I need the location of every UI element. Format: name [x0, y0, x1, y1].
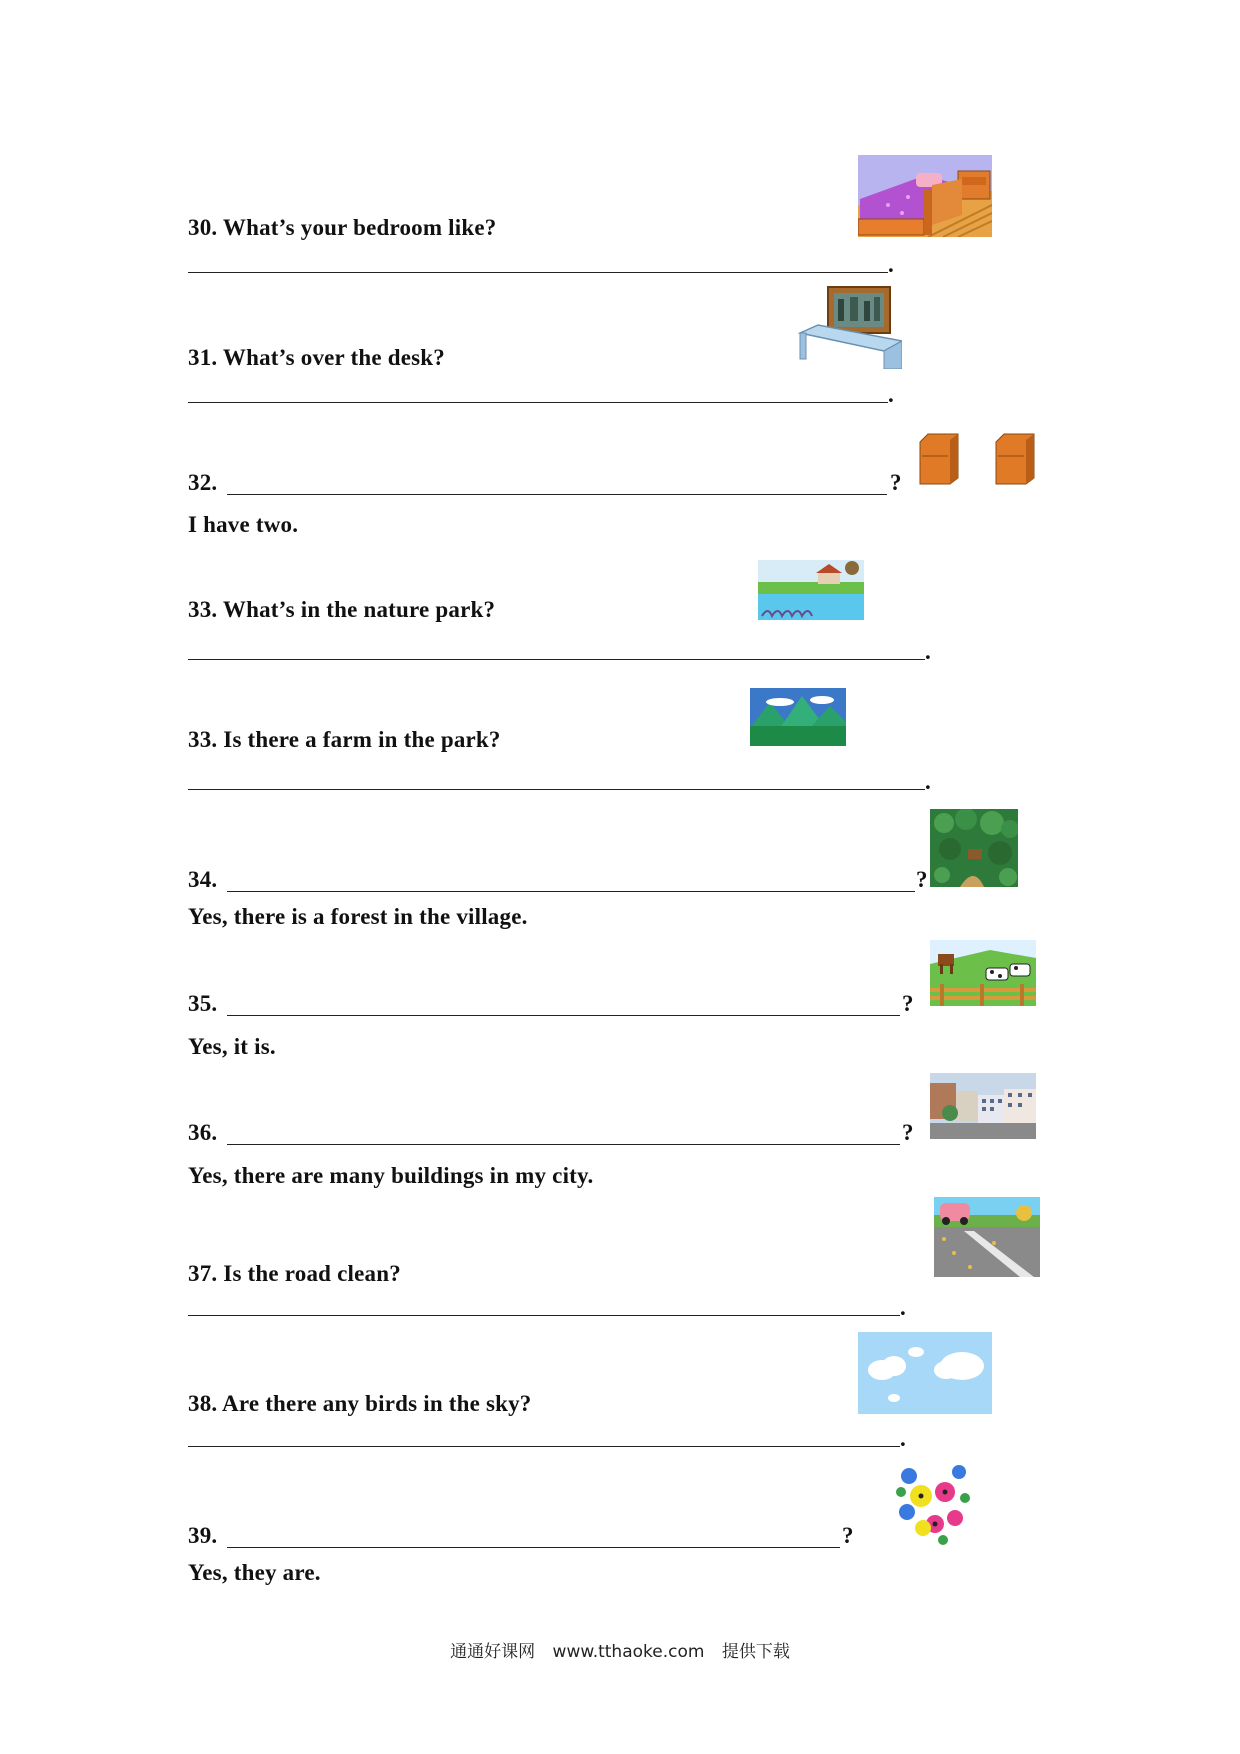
answer-blank-37[interactable] — [188, 1315, 900, 1316]
picture-over-desk-image — [798, 285, 902, 369]
footer-site-name: 通通好课网 — [450, 1642, 536, 1662]
flowers-image — [893, 1462, 973, 1546]
question-blank-36[interactable] — [227, 1144, 900, 1145]
farm-with-animals-image — [930, 940, 1036, 1006]
end-mark-35: ? — [902, 991, 914, 1016]
bedroom-picture — [858, 155, 992, 237]
answer-blank-31[interactable] — [188, 402, 888, 403]
question-34: 34. — [188, 867, 218, 892]
end-mark-32: ? — [890, 470, 902, 495]
end-mark-31: . — [888, 382, 894, 407]
question-36: 36. — [188, 1120, 218, 1145]
question-35: 35. — [188, 991, 218, 1016]
answer-36: Yes, there are many buildings in my city. — [188, 1163, 594, 1188]
question-blank-39[interactable] — [227, 1547, 840, 1548]
answer-blank-33a[interactable] — [188, 659, 925, 660]
answer-32: I have two. — [188, 512, 299, 537]
end-mark-39: ? — [842, 1523, 854, 1548]
answer-39: Yes, they are. — [188, 1560, 321, 1585]
question-39: 39. — [188, 1523, 218, 1548]
mountains-image — [750, 688, 846, 746]
answer-blank-38[interactable] — [188, 1446, 900, 1447]
question-38: 38. Are there any birds in the sky? — [188, 1391, 532, 1416]
footer — [0, 1637, 1240, 1662]
question-blank-34[interactable] — [227, 891, 915, 892]
answer-35: Yes, it is. — [188, 1034, 276, 1059]
answer-blank-33b[interactable] — [188, 789, 925, 790]
answer-blank-30[interactable] — [188, 272, 888, 273]
end-mark-34: ? — [916, 867, 928, 892]
end-mark-36: ? — [902, 1120, 914, 1145]
question-30: 30. What’s your bedroom like? — [188, 215, 497, 240]
question-33b: 33. Is there a farm in the park? — [188, 727, 501, 752]
question-31: 31. What’s over the desk? — [188, 345, 445, 370]
question-32: 32. — [188, 470, 218, 495]
question-37: 37. Is the road clean? — [188, 1261, 401, 1286]
footer-provided: 提供下载 — [721, 1642, 790, 1662]
end-mark-37: . — [900, 1295, 906, 1320]
end-mark-33b: . — [925, 769, 931, 794]
question-blank-35[interactable] — [227, 1015, 900, 1016]
answer-34: Yes, there is a forest in the village. — [188, 904, 528, 929]
nature-park-image — [758, 560, 864, 620]
two-bedside-tables-image — [918, 432, 1038, 486]
end-mark-33a: . — [925, 639, 931, 664]
end-mark-38: . — [900, 1426, 906, 1451]
road-with-car-image — [934, 1197, 1040, 1277]
forest-village-image — [930, 809, 1018, 887]
city-buildings-image — [930, 1073, 1036, 1139]
question-blank-32[interactable] — [227, 494, 887, 495]
sky-with-clouds-image — [858, 1332, 992, 1414]
end-mark-30: . — [888, 252, 894, 277]
footer-url[interactable]: www.tthaoke.com — [552, 1642, 705, 1662]
question-33a: 33. What’s in the nature park? — [188, 597, 496, 622]
